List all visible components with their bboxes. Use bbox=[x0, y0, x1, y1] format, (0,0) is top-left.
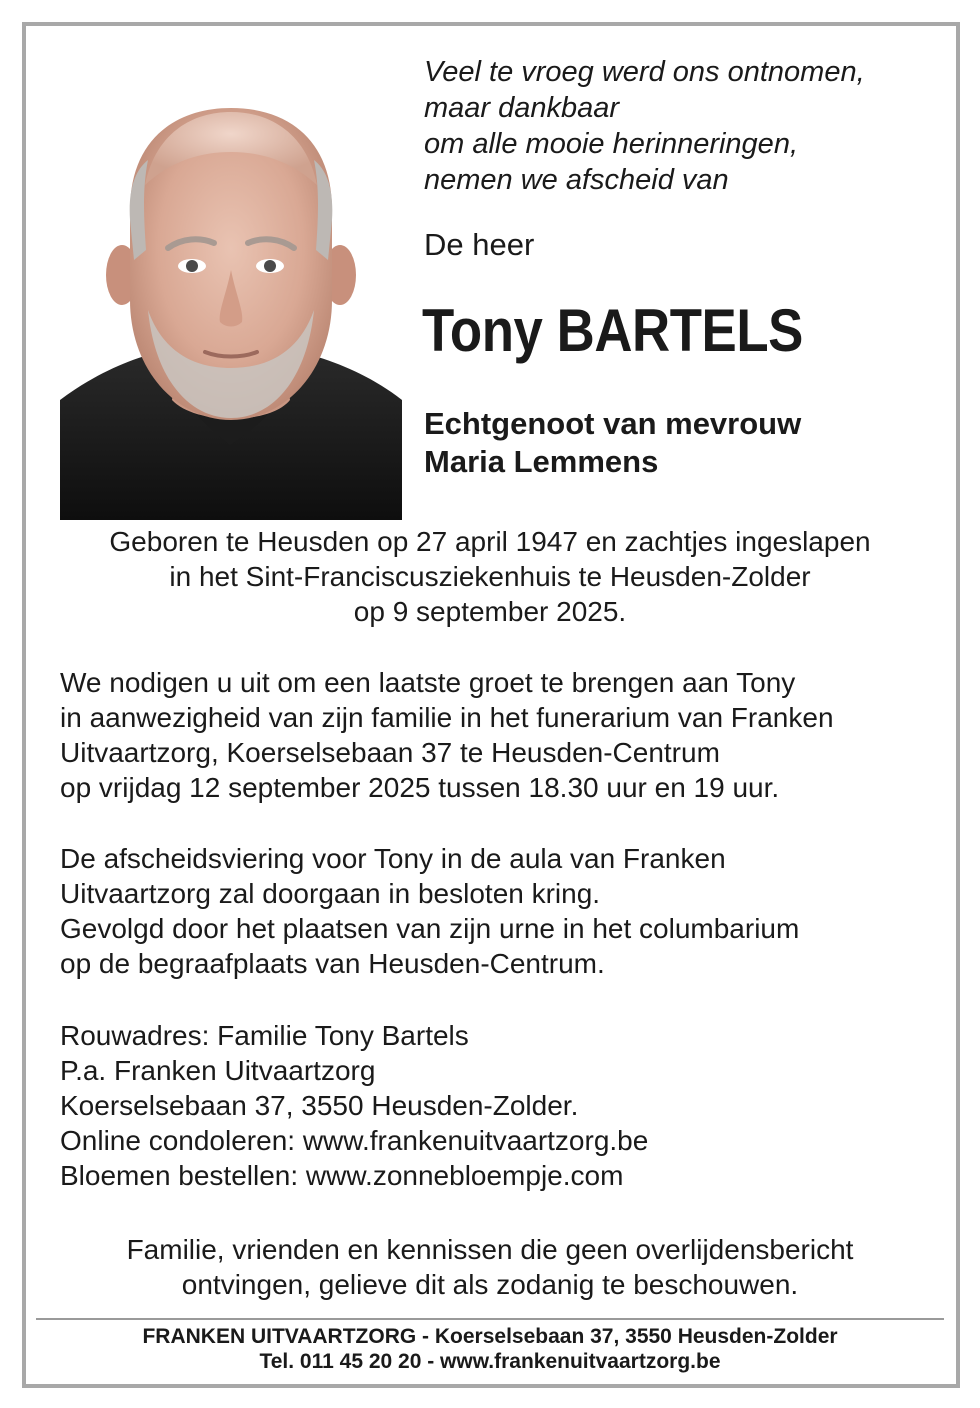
condolence-link: Online condoleren: www.frankenuitvaartzorg.be bbox=[60, 1125, 649, 1156]
memorial-poem bbox=[424, 54, 944, 198]
address-line: P.a. Franken Uitvaartzorg bbox=[60, 1055, 376, 1086]
ceremony-line: op de begraafplaats van Heusden-Centrum. bbox=[60, 948, 605, 979]
invitation-line: Uitvaartzorg, Koerselsebaan 37 te Heusden-Centrum bbox=[60, 737, 720, 768]
notice-line: ontvingen, gelieve dit als zodanig te beschouwen. bbox=[181, 1269, 799, 1300]
birth-death-line: Geboren te Heusden op 27 april 1947 en zachtjes ingeslapen bbox=[109, 526, 871, 557]
ceremony-paragraph bbox=[60, 841, 940, 981]
poem-line: maar dankbaar bbox=[424, 92, 620, 124]
poem-line: nemen we afscheid van bbox=[424, 164, 729, 196]
deceased-name: Tony BARTELS bbox=[422, 297, 803, 364]
footer-divider bbox=[36, 1318, 944, 1320]
poem-line: om alle mooie herinneringen, bbox=[424, 128, 798, 160]
spouse-line: Echtgenoot van mevrouw bbox=[424, 406, 802, 441]
notice-line: Familie, vrienden en kennissen die geen overlijdensbericht bbox=[126, 1234, 854, 1265]
poem-line: Veel te vroeg werd ons ontnomen, bbox=[424, 56, 865, 88]
ceremony-line: Gevolgd door het plaatsen van zijn urne in het columbarium bbox=[60, 913, 800, 944]
spouse-info bbox=[424, 405, 801, 481]
family-notice bbox=[30, 1232, 950, 1302]
honorific: De heer bbox=[424, 227, 535, 262]
ceremony-line: Uitvaartzorg zal doorgaan in besloten kring. bbox=[60, 878, 601, 909]
address-line: Koerselsebaan 37, 3550 Heusden-Zolder. bbox=[60, 1090, 579, 1121]
flower-order-link: Bloemen bestellen: www.zonnebloempje.com bbox=[60, 1160, 624, 1191]
birth-death-line: op 9 september 2025. bbox=[353, 596, 627, 627]
invitation-line: op vrijdag 12 september 2025 tussen 18.30 uur en 19 uur. bbox=[60, 772, 780, 803]
mourning-address bbox=[60, 1018, 940, 1193]
funeral-home-footer bbox=[30, 1324, 950, 1374]
footer-contact: Tel. 011 45 20 20 - www.frankenuitvaartzorg.be bbox=[259, 1350, 721, 1373]
ceremony-line: De afscheidsviering voor Tony in de aula van Franken bbox=[60, 843, 726, 874]
invitation-line: We nodigen u uit om een laatste groet te brengen aan Tony bbox=[60, 667, 796, 698]
footer-address: FRANKEN UITVAARTZORG - Koerselsebaan 37, 3550 Heusden-Zolder bbox=[142, 1325, 838, 1348]
birth-death-paragraph bbox=[30, 524, 950, 629]
invitation-line: in aanwezigheid van zijn familie in het funerarium van Franken bbox=[60, 702, 834, 733]
invitation-paragraph bbox=[60, 665, 940, 805]
address-line: Rouwadres: Familie Tony Bartels bbox=[60, 1020, 469, 1051]
portrait-photo bbox=[60, 100, 402, 520]
spouse-line: Maria Lemmens bbox=[424, 444, 659, 479]
birth-death-line: in het Sint-Franciscusziekenhuis te Heusden-Zolder bbox=[169, 561, 811, 592]
